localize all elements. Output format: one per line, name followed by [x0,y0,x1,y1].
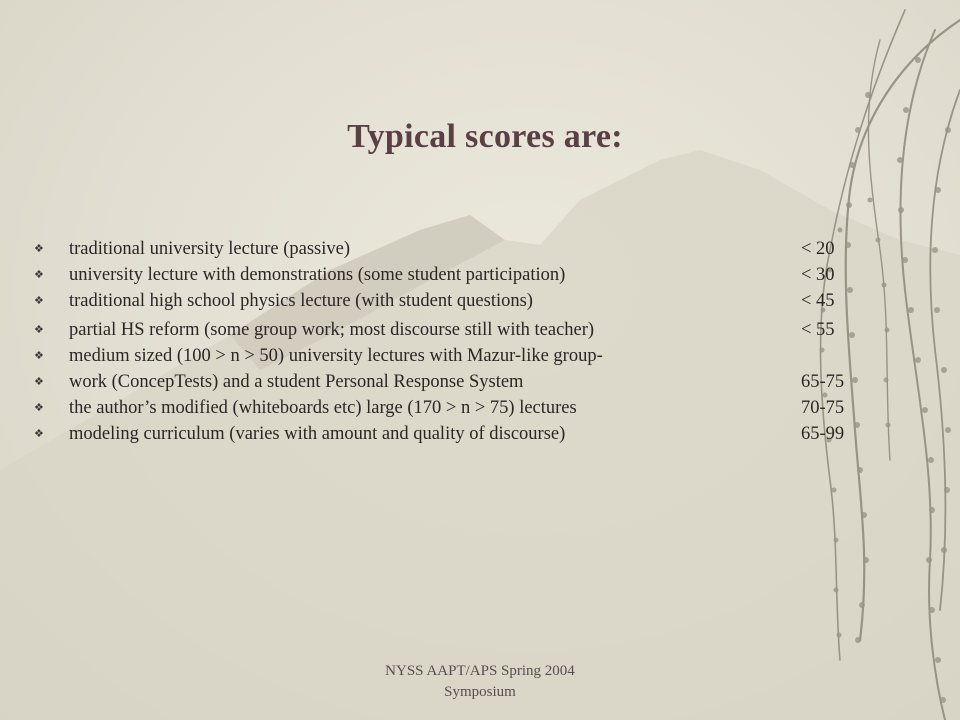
item-score: < 55 [801,320,835,340]
item-text: traditional high school physics lecture (with student questions) [69,291,533,311]
diamond-bullet-icon: ❖ [34,324,44,336]
slide-footer [330,661,630,703]
list-item [34,317,864,343]
list-item [34,343,864,369]
diamond-bullet-icon: ❖ [34,295,44,307]
item-text: university lecture with demonstrations (some student participation) [69,265,566,285]
item-text: traditional university lecture (passive) [69,239,351,259]
list-item [34,421,864,447]
item-score: < 45 [801,291,835,311]
diamond-bullet-icon: ❖ [34,269,44,281]
item-text: partial HS reform (some group work; most discourse still with teacher) [69,320,595,340]
item-text: work (ConcepTests) and a student Personal Response System [69,372,524,392]
diamond-bullet-icon: ❖ [34,350,44,362]
diamond-bullet-icon: ❖ [34,376,44,388]
list-item [34,395,864,421]
list-item [34,262,864,288]
footer-line: NYSS AAPT/APS Spring 2004 [385,663,575,679]
list-item [34,288,864,314]
item-score: 65-75 [801,372,845,392]
item-score: < 20 [801,239,835,259]
item-text: the author’s modified (whiteboards etc) large (170 > n > 75) lectures [69,398,577,418]
item-text: medium sized (100 > n > 50) university lectures with Mazur-like group- [69,346,603,366]
list-item [34,236,864,262]
item-score: < 30 [801,265,835,285]
score-list [34,236,864,447]
diamond-bullet-icon: ❖ [34,428,44,440]
footer-line: Symposium [444,684,516,700]
item-score: 70-75 [801,398,845,418]
list-item [34,369,864,395]
diamond-bullet-icon: ❖ [34,243,44,255]
slide-title: Typical scores are: [347,118,623,155]
item-text: modeling curriculum (varies with amount and quality of discourse) [69,424,566,444]
item-score: 65-99 [801,424,845,444]
diamond-bullet-icon: ❖ [34,402,44,414]
